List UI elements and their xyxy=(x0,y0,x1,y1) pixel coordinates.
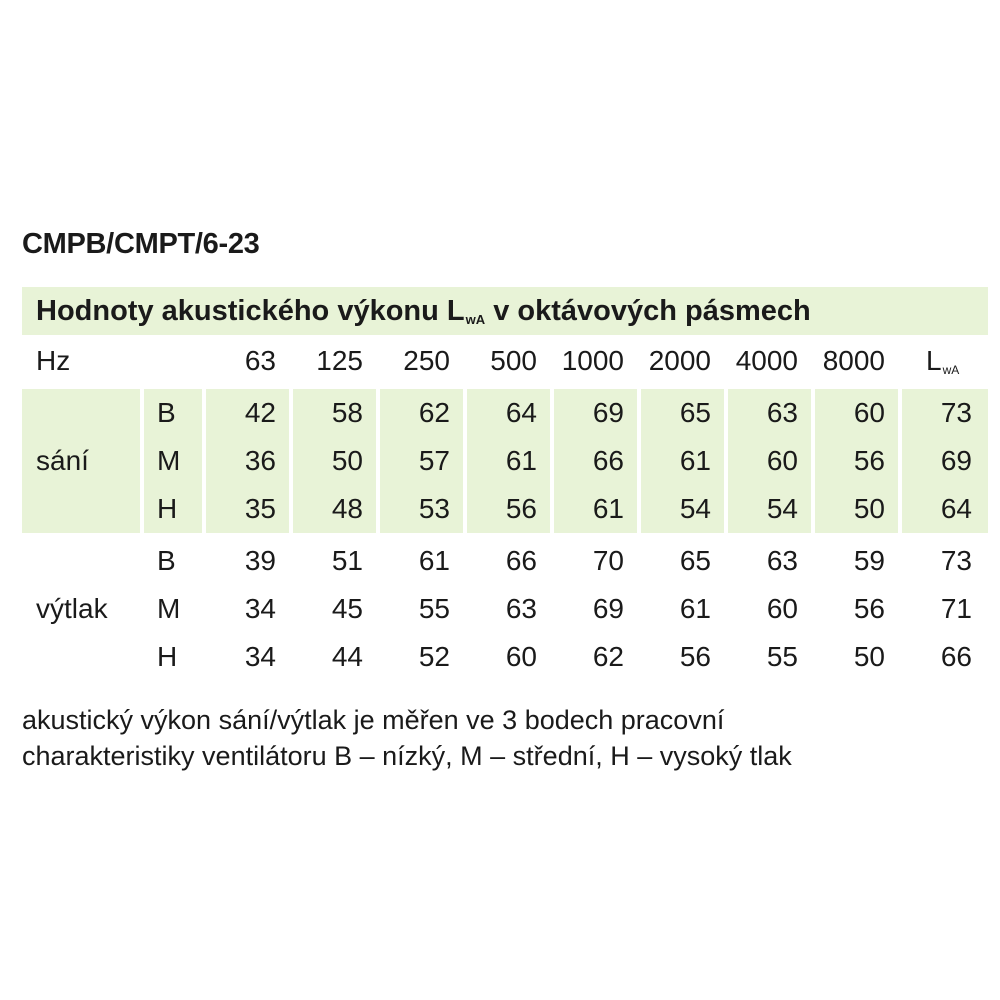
table-cell: 57 xyxy=(418,445,450,476)
lwa-cell: 66 xyxy=(940,641,972,672)
lwa-header xyxy=(926,337,959,390)
table-row xyxy=(0,585,1000,633)
table-cell: 58 xyxy=(331,397,363,428)
table-cell: 62 xyxy=(418,397,450,428)
table-cell: 56 xyxy=(505,493,537,524)
footnote-line: akustický výkon sání/výtlak je měřen ve 3 bodech pracovní xyxy=(22,705,725,735)
level-label: B xyxy=(157,545,176,576)
table-cell: 69 xyxy=(592,593,624,624)
heading-main: Hodnoty akustického výkonu L xyxy=(36,295,465,327)
lwa-cell: 71 xyxy=(940,593,972,624)
freq-header: 63 xyxy=(244,345,276,376)
level-label: M xyxy=(157,445,181,476)
lwa-cell: 69 xyxy=(940,445,972,476)
footnote-line: charakteristiky ventilátoru B – nízký, M – střední, H – vysoký tlak xyxy=(22,741,792,771)
table-cell: 61 xyxy=(679,445,711,476)
table-row xyxy=(0,437,1000,485)
table-cell: 63 xyxy=(766,397,798,428)
table-cell: 60 xyxy=(766,445,798,476)
lwa-header-subscript: wA xyxy=(942,363,960,377)
table-cell: 60 xyxy=(853,397,885,428)
lwa-cell: 73 xyxy=(940,397,972,428)
table-cell: 56 xyxy=(853,593,885,624)
table-cell: 61 xyxy=(418,545,450,576)
table-cell: 51 xyxy=(331,545,363,576)
group-label-vytlak: výtlak xyxy=(36,593,108,624)
table-row xyxy=(0,389,1000,437)
freq-header: 125 xyxy=(316,345,363,376)
table-cell: 64 xyxy=(505,397,537,428)
table-cell: 52 xyxy=(418,641,450,672)
table-cell: 35 xyxy=(244,493,276,524)
table-cell: 56 xyxy=(679,641,711,672)
table-heading xyxy=(22,287,988,335)
table-cell: 65 xyxy=(679,397,711,428)
freq-header: 4000 xyxy=(735,345,798,376)
table-cell: 61 xyxy=(679,593,711,624)
lwa-cell: 73 xyxy=(940,545,972,576)
table-cell: 63 xyxy=(505,593,537,624)
table-cell: 69 xyxy=(592,397,624,428)
frequency-header-row xyxy=(0,337,1000,385)
table-row xyxy=(0,537,1000,585)
table-row xyxy=(0,485,1000,533)
table-cell: 50 xyxy=(853,641,885,672)
table-cell: 63 xyxy=(766,545,798,576)
table-cell: 60 xyxy=(505,641,537,672)
table-row xyxy=(0,633,1000,681)
freq-header: 8000 xyxy=(822,345,885,376)
table-cell: 42 xyxy=(244,397,276,428)
table-cell: 59 xyxy=(853,545,885,576)
table-cell: 61 xyxy=(505,445,537,476)
heading-tail: v oktávových pásmech xyxy=(485,295,811,327)
heading-subscript: wA xyxy=(465,312,486,327)
freq-header: 1000 xyxy=(561,345,624,376)
group-label-sani: sání xyxy=(36,445,89,476)
table-cell: 62 xyxy=(592,641,624,672)
table-cell: 61 xyxy=(592,493,624,524)
section-sani xyxy=(0,389,1000,533)
table-cell: 50 xyxy=(331,445,363,476)
section-vytlak xyxy=(0,537,1000,681)
table-cell: 48 xyxy=(331,493,363,524)
table-cell: 66 xyxy=(505,545,537,576)
table-cell: 45 xyxy=(331,593,363,624)
table-cell: 70 xyxy=(592,545,624,576)
lwa-header-main: L xyxy=(926,345,942,376)
level-label: M xyxy=(157,593,181,624)
table-cell: 39 xyxy=(244,545,276,576)
table-cell: 50 xyxy=(853,493,885,524)
hz-label: Hz xyxy=(36,345,71,376)
table-cell: 55 xyxy=(418,593,450,624)
table-cell: 34 xyxy=(244,593,276,624)
table-cell: 34 xyxy=(244,641,276,672)
table-cell: 36 xyxy=(244,445,276,476)
footnote xyxy=(22,702,982,774)
table-cell: 55 xyxy=(766,641,798,672)
level-label: H xyxy=(157,493,178,524)
table-cell: 53 xyxy=(418,493,450,524)
level-label: H xyxy=(157,641,178,672)
model-title: CMPB/CMPT/6-23 xyxy=(22,228,260,260)
freq-header: 500 xyxy=(490,345,537,376)
table-cell: 65 xyxy=(679,545,711,576)
table-cell: 66 xyxy=(592,445,624,476)
table-cell: 44 xyxy=(331,641,363,672)
freq-header: 2000 xyxy=(648,345,711,376)
lwa-cell: 64 xyxy=(940,493,972,524)
table-cell: 56 xyxy=(853,445,885,476)
table-cell: 54 xyxy=(766,493,798,524)
level-label: B xyxy=(157,397,176,428)
freq-header: 250 xyxy=(403,345,450,376)
table-cell: 60 xyxy=(766,593,798,624)
table-cell: 54 xyxy=(679,493,711,524)
